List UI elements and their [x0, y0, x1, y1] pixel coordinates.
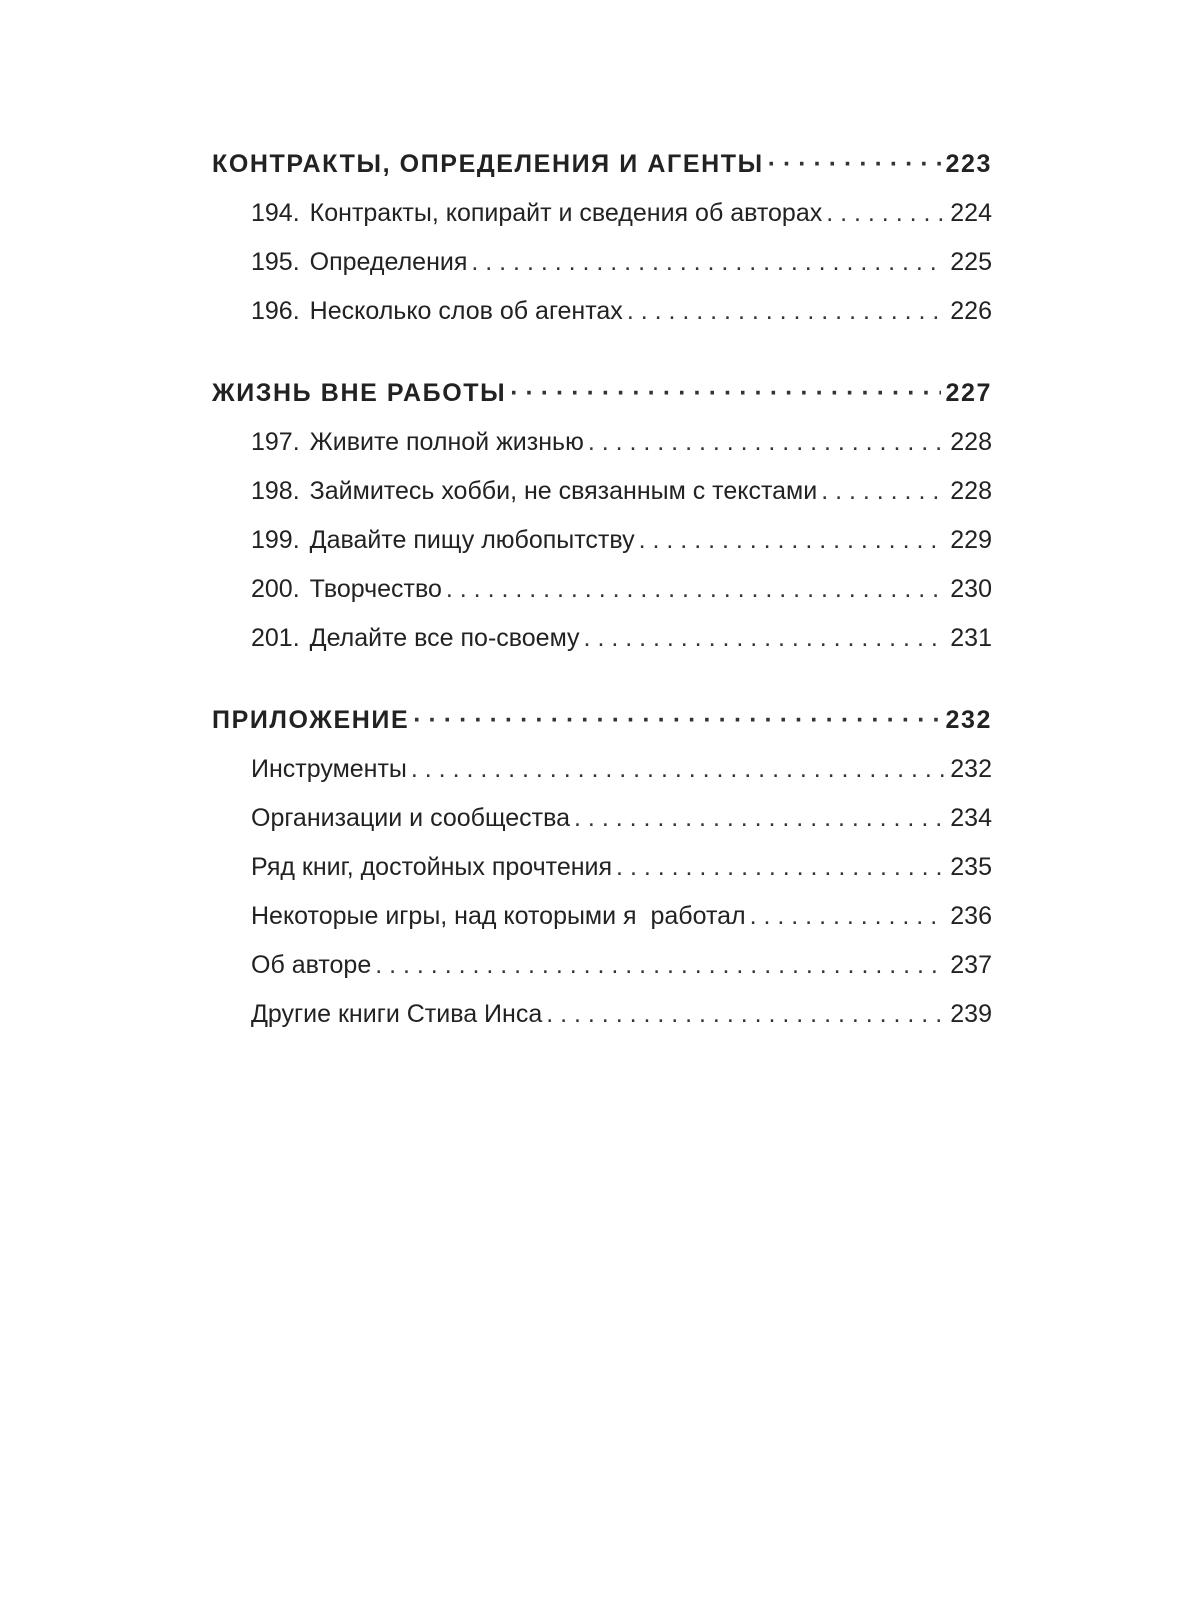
toc-entry[interactable]	[212, 990, 992, 1039]
dot-leader	[826, 189, 946, 238]
toc-entry[interactable]	[212, 287, 992, 336]
dot-leader	[821, 467, 946, 516]
page-number: 232	[950, 755, 992, 783]
toc-entry[interactable]	[212, 843, 992, 892]
entry-title: Определения	[309, 248, 468, 276]
toc-entry[interactable]	[212, 614, 992, 663]
section-title: КОНТРАКТЫ, ОПРЕДЕЛЕНИЯ И АГЕНТЫ	[212, 150, 764, 178]
page-number: 231	[950, 624, 992, 652]
dot-leader	[627, 287, 946, 336]
dot-leader	[510, 369, 941, 418]
section-heading[interactable]	[212, 696, 992, 745]
entry-title: Инструменты	[251, 755, 407, 783]
dot-leader	[768, 140, 942, 189]
page-number: 234	[950, 804, 992, 832]
toc-section	[212, 369, 992, 663]
dot-leader	[375, 941, 946, 990]
entry-title: Организации и сообщества	[251, 804, 571, 832]
toc-entry[interactable]	[212, 745, 992, 794]
entry-number: 201.	[251, 624, 300, 652]
entry-title: Контракты, копирайт и сведения об авторах	[309, 199, 823, 227]
section-title: ПРИЛОЖЕНИЕ	[212, 706, 410, 734]
entry-title: Ряд книг, достойных прочтения	[251, 853, 613, 881]
dot-leader	[574, 794, 946, 843]
entry-title: Займитесь хобби, не связанным с текстами	[309, 477, 818, 505]
page-number: 223	[945, 150, 992, 178]
page-number: 227	[945, 379, 992, 407]
page-number: 229	[950, 526, 992, 554]
page-number: 236	[950, 902, 992, 930]
section-title: ЖИЗНЬ ВНЕ РАБОТЫ	[212, 379, 507, 407]
dot-leader	[639, 516, 947, 565]
entry-title: Живите полной жизнью	[309, 428, 584, 456]
section-heading[interactable]	[212, 140, 992, 189]
dot-leader	[471, 238, 946, 287]
page-number: 239	[950, 1000, 992, 1028]
entry-title: Творчество	[309, 575, 442, 603]
entry-number: 195.	[251, 248, 300, 276]
page-number: 224	[950, 199, 992, 227]
toc-entry[interactable]	[212, 516, 992, 565]
dot-leader	[446, 565, 946, 614]
toc-entry[interactable]	[212, 565, 992, 614]
dot-leader	[584, 614, 947, 663]
entry-number: 199.	[251, 526, 300, 554]
page-number: 228	[950, 477, 992, 505]
page-number: 228	[950, 428, 992, 456]
toc-entry[interactable]	[212, 794, 992, 843]
entry-title: Давайте пищу любопытству	[309, 526, 635, 554]
entry-number: 194.	[251, 199, 300, 227]
entry-number: 200.	[251, 575, 300, 603]
entry-number: 198.	[251, 477, 300, 505]
entry-number: 196.	[251, 297, 300, 325]
page-number: 225	[950, 248, 992, 276]
page-number: 230	[950, 575, 992, 603]
page-number: 226	[950, 297, 992, 325]
toc-entry[interactable]	[212, 189, 992, 238]
entry-title: Некоторые игры, над которыми я работал	[251, 902, 746, 930]
dot-leader	[750, 892, 947, 941]
entry-title: Об авторе	[251, 951, 372, 979]
page-number: 235	[950, 853, 992, 881]
entry-title: Делайте все по-своему	[309, 624, 580, 652]
toc-section	[212, 696, 992, 1039]
toc-entry[interactable]	[212, 941, 992, 990]
dot-leader	[588, 418, 946, 467]
toc-entry[interactable]	[212, 418, 992, 467]
entry-title: Другие книги Стива Инса	[251, 1000, 543, 1028]
section-heading[interactable]	[212, 369, 992, 418]
entry-number: 197.	[251, 428, 300, 456]
toc-section	[212, 140, 992, 336]
dot-leader	[411, 745, 946, 794]
dot-leader	[413, 696, 941, 745]
dot-leader	[546, 990, 946, 1039]
dot-leader	[616, 843, 946, 892]
page-number: 237	[950, 951, 992, 979]
page-number: 232	[945, 706, 992, 734]
entry-title: Несколько слов об агентах	[309, 297, 623, 325]
toc-entry[interactable]	[212, 238, 992, 287]
table-of-contents	[212, 140, 992, 1072]
toc-entry[interactable]	[212, 467, 992, 516]
toc-entry[interactable]	[212, 892, 992, 941]
